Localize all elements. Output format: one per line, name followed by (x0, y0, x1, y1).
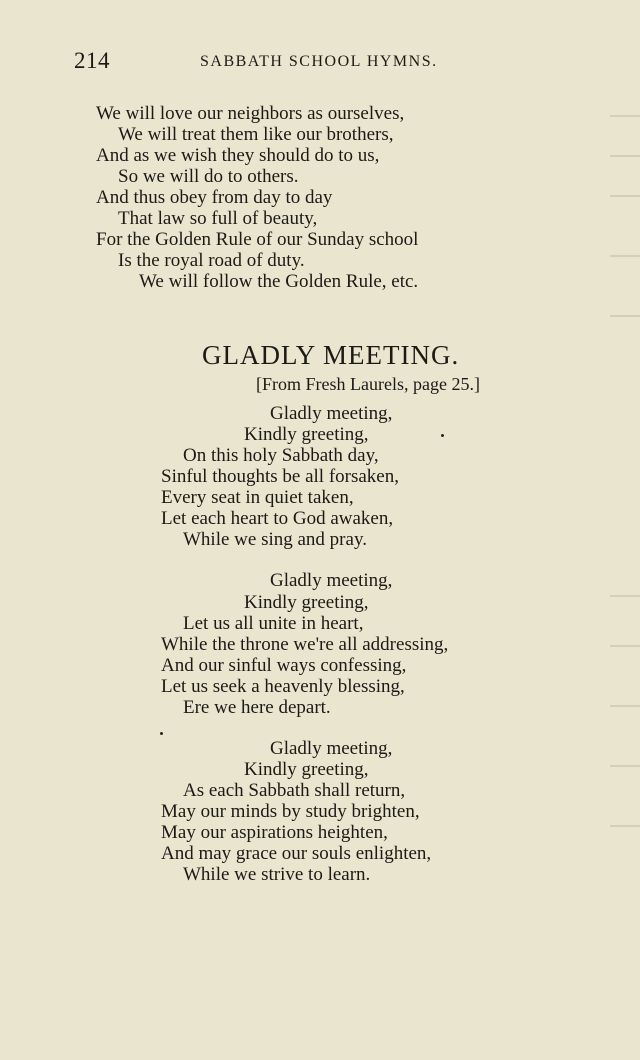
verse-line: We will love our neighbors as ourselves, (96, 103, 405, 124)
verse-line: Kindly greeting, (244, 759, 369, 780)
running-head: SABBATH SCHOOL HYMNS. (200, 53, 438, 70)
verse-line: Gladly meeting, (270, 738, 393, 759)
verse-line: Every seat in quiet taken, (161, 487, 354, 508)
verse-line: May our aspirations heighten, (161, 822, 388, 843)
verse-line: Gladly meeting, (270, 570, 393, 591)
verse-line: Let each heart to God awaken, (161, 508, 394, 529)
hymn-source: [From Fresh Laurels, page 25.] (256, 374, 480, 394)
verse-line: On this holy Sabbath day, (183, 445, 379, 466)
verse-line: Ere we here depart. (183, 697, 331, 718)
verse-line: We will follow the Golden Rule, etc. (139, 271, 419, 292)
verse-line: And our sinful ways confessing, (161, 655, 407, 676)
verse-line: Sinful thoughts be all forsaken, (161, 466, 399, 487)
verse-line: For the Golden Rule of our Sunday school (96, 229, 419, 250)
page-header (74, 48, 494, 84)
verse-line: Let us all unite in heart, (183, 613, 364, 634)
verse-line: Kindly greeting, (244, 592, 369, 613)
print-speck (441, 434, 444, 437)
verse-line: And may grace our souls enlighten, (161, 843, 432, 864)
verse-line: While we strive to learn. (183, 864, 371, 885)
verse-line: Kindly greeting, (244, 424, 369, 445)
verse-line: Is the royal road of duty. (118, 250, 305, 271)
verse-line: While we sing and pray. (183, 529, 367, 550)
verse-line: May our minds by study brighten, (161, 801, 420, 822)
verse-line: As each Sabbath shall return, (183, 780, 406, 801)
verse-line: And thus obey from day to day (96, 187, 333, 208)
verse-line: Let us seek a heavenly blessing, (161, 676, 405, 697)
verse-line: That law so full of beauty, (118, 208, 318, 229)
print-speck (160, 732, 163, 735)
hymn-title: GLADLY MEETING. (202, 340, 460, 370)
verse-line: We will treat them like our brothers, (118, 124, 394, 145)
verse-line: Gladly meeting, (270, 403, 393, 424)
page-number: 214 (74, 48, 110, 73)
verse-line: So we will do to others. (118, 166, 299, 187)
verse-line: While the throne we're all addressing, (161, 634, 449, 655)
show-through-marks (600, 105, 640, 905)
verse-line: And as we wish they should do to us, (96, 145, 380, 166)
